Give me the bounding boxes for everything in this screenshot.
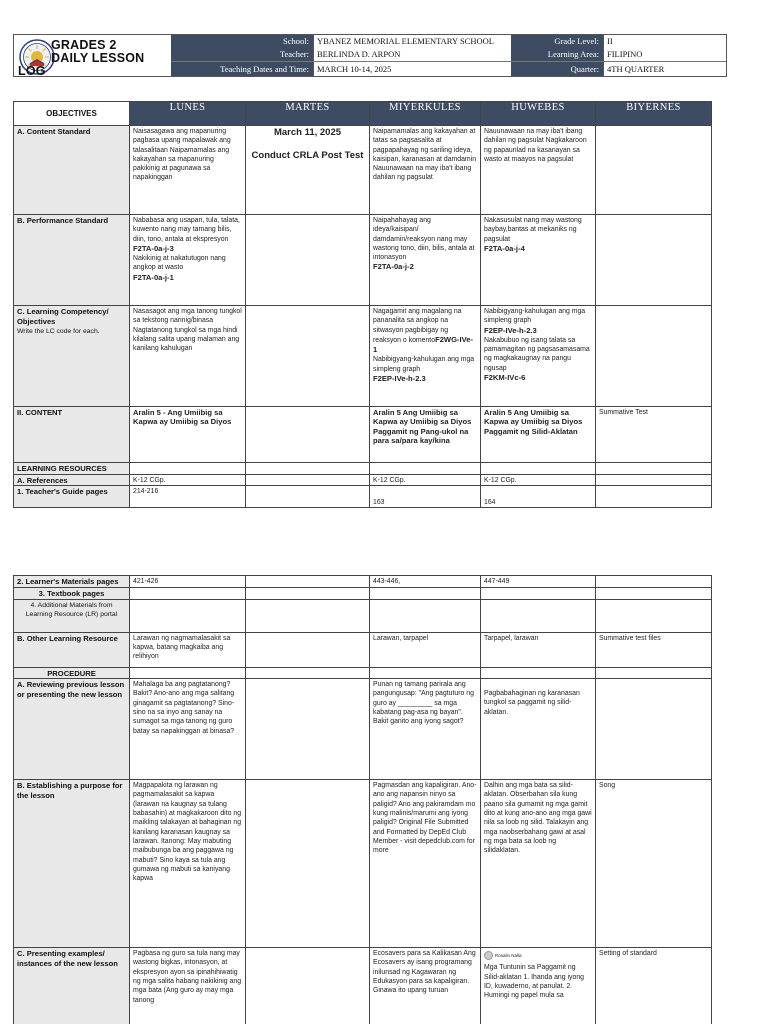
row-label-learning-resources: LEARNING RESOURCES — [14, 463, 130, 475]
cell-other-resources-lunes: Larawan ng nagmamalasakit sa kapwa, batang magkaiba ang relihiyon — [130, 632, 246, 667]
cell-references-lunes: K-12 CGp. — [130, 474, 246, 486]
header-row-teacher — [171, 48, 726, 62]
cell-learners-materials-biyernes — [596, 576, 712, 588]
cell-learners-materials-miyerkules: 443-446, — [370, 576, 481, 588]
rules-text: Mga Tuntunin sa Paggamit ng Silid-aklatan 1. Ihanda ang iyong ID, kuwaderno, at panulat. 2. Humingi ng papel mula sa — [484, 964, 584, 1000]
empty-cell — [596, 667, 712, 679]
empty-cell — [370, 588, 481, 600]
cell-other-resources-biyernes: Summative test files — [596, 632, 712, 667]
school-value: YBANEZ MEMORIAL ELEMENTARY SCHOOL — [313, 35, 511, 48]
table-row — [14, 126, 712, 215]
cell-learners-materials-huwebes: 447-449 — [481, 576, 596, 588]
cell-learning-competency-lunes: Nasasagot ang mga tanong tungkol sa tekstong narinig/binasa Nagtatanong tungkol sa mga hindi kilalang salita upang malaman ang kanilang kahulugan — [130, 306, 246, 407]
table-row — [14, 599, 712, 632]
cell-purpose-martes — [246, 780, 370, 948]
day-header-huwebes: HUWEBES — [481, 102, 596, 126]
crla-date: March 11, 2025 — [273, 127, 342, 138]
table-row — [14, 948, 712, 1024]
performance-text-2: Nakikinig at nakatutugon nang angkop at wasto — [133, 255, 226, 272]
grade-level-value: II — [603, 35, 726, 48]
row-label-content-standard: A. Content Standard — [14, 126, 130, 215]
cell-teachers-guide-miyerkules: 163 — [370, 486, 481, 508]
performance-text: Nakasusulat nang may wastong baybay,bantas at mekaniks ng pagsulat — [484, 217, 582, 243]
cell-examples-biyernes: Setting of standard — [596, 948, 712, 1024]
row-label-references: A. References — [14, 474, 130, 486]
cell-examples-huwebes — [481, 948, 596, 1024]
day-header-row — [14, 102, 712, 126]
empty-cell — [130, 599, 246, 632]
learning-area-value: FILIPINO — [603, 48, 726, 61]
title-line-daily-lesson: DAILY LESSON — [51, 51, 145, 65]
row-label-presenting-examples: C. Presenting examples/ instances of the new lesson — [14, 948, 130, 1024]
header-logo-cell — [14, 35, 171, 76]
cell-content-huwebes: Aralin 5 Ang Umiibig sa Kapwa ay Umiibig sa Diyos Paggamit ng Silid-Aklatan — [481, 407, 596, 463]
header-row-dates — [171, 62, 726, 76]
teacher-label: Teacher: — [171, 48, 313, 61]
cell-references-martes — [246, 474, 370, 486]
row-label-learning-competency — [14, 306, 130, 407]
row-label-performance-standard: B. Performance Standard — [14, 215, 130, 306]
crla-post-test: Conduct CRLA Post Test — [251, 150, 364, 161]
lc-text: Nabibigyang-kahulugan ang mga simpleng graph — [373, 356, 475, 373]
objectives-header: OBJECTIVES — [14, 102, 130, 126]
table-row — [14, 215, 712, 306]
cell-reviewing-lunes: Mahalaga ba ang pagtatanong? Bakit? Ano-ano ang mga salitang ginagamit sa pagtatanong? Sino-sino na sa inyo ang sanay na sumagot sa mga tanong ng guro batay sa napakinggan at binasa? — [130, 679, 246, 780]
lc-code: F2TA-0a-j-1 — [133, 272, 174, 282]
cell-purpose-miyerkules: Pagmasdan ang kapaligiran. Ano-ano ang napansin ninyo sa paligid? Ano ang pakiramdam mo kung malinis/marumi ang iyong paligid? Original File Submitted and Formatted by DepEd Club Member - visit depedclub.com for more — [370, 780, 481, 948]
table-row — [14, 588, 712, 600]
quarter-label: Quarter: — [511, 62, 603, 76]
cell-content-biyernes: Summative Test — [596, 407, 712, 463]
lc-code: F2WG-IVe-1 — [373, 334, 474, 355]
cell-references-huwebes: K-12 CGp. — [481, 474, 596, 486]
empty-cell — [596, 588, 712, 600]
day-header-miyerkules: MIYERKULES — [370, 102, 481, 126]
row-label-additional-materials: 4. Additional Materials from Learning Resource (LR) portal — [14, 599, 130, 632]
cell-performance-standard-biyernes — [596, 215, 712, 306]
empty-cell — [130, 463, 246, 475]
lc-text: Nagagamit ang magalang na pananalita sa angkop na sitwasyon pagbibigay ng reaksyon o komento — [373, 308, 462, 344]
cell-content-miyerkules: Aralin 5 Ang Umiibig sa Kapwa ay Umiibig sa Diyos Paggamit ng Pang-ukol na para sa/para kay/kina — [370, 407, 481, 463]
quarter-value: 4TH QUARTER — [603, 62, 726, 76]
lesson-table-page2 — [13, 575, 712, 1024]
learning-competency-title: C. Learning Competency/ Objectives — [17, 307, 109, 326]
comment-author — [484, 951, 592, 960]
table-row — [14, 679, 712, 780]
empty-cell — [370, 667, 481, 679]
title-line-log: LOG — [18, 64, 46, 78]
cell-teachers-guide-lunes: 214-216 — [130, 486, 246, 508]
empty-cell — [246, 463, 370, 475]
row-label-teachers-guide: 1. Teacher's Guide pages — [14, 486, 130, 508]
cell-learning-competency-huwebes — [481, 306, 596, 407]
avatar — [484, 951, 493, 960]
cell-references-biyernes — [596, 474, 712, 486]
cell-content-martes — [246, 407, 370, 463]
row-label-textbook-pages: 3. Textbook pages — [14, 588, 130, 600]
empty-cell — [246, 588, 370, 600]
cell-examples-lunes: Pagbasa ng guro sa tula nang may wastong bigkas, intonasyon, at ekspresyon ayon sa ipinahihiwatig ng mga salita habang nakikinig ang mga bata (Ang guro ay may mga tanong — [130, 948, 246, 1024]
row-label-procedure: PROCEDURE — [14, 667, 130, 679]
lc-code: F2EP-IVe-h-2.3 — [484, 325, 537, 335]
cell-content-standard-biyernes — [596, 126, 712, 215]
cell-learners-materials-lunes: 421-426 — [130, 576, 246, 588]
teaching-dates-label: Teaching Dates and Time: — [171, 62, 313, 76]
dll-header — [13, 34, 727, 77]
cell-reviewing-huwebes: Pagbabahaginan ng karanasan tungkol sa paggamit ng silid-aklatan. — [481, 679, 596, 780]
empty-cell — [370, 599, 481, 632]
empty-cell — [481, 667, 596, 679]
comment-author-name: Rosalin Nalla — [495, 953, 522, 959]
empty-cell — [481, 588, 596, 600]
cell-learning-competency-martes — [246, 306, 370, 407]
table-row — [14, 576, 712, 588]
learning-area-label: Learning Area: — [511, 48, 603, 61]
cell-teachers-guide-biyernes — [596, 486, 712, 508]
table-row — [14, 474, 712, 486]
row-label-learners-materials: 2. Learner's Materials pages — [14, 576, 130, 588]
lc-code: F2EP-IVe-h-2.3 — [373, 374, 426, 384]
cell-purpose-lunes: Magpapakita ng larawan ng pagmamalasakit sa kapwa (larawan na kaugnay sa tulang babasahin) at magkakaroon dito ng maikling talakayan at bahaginan ng kanilang karanasan kaugnay sa larawan. Itanong: May mabuting maibubunga ba ang paggawa ng mabuti? Sino kaya sa tula ang gumawa ng mabuti sa kaniyang kapwa — [130, 780, 246, 948]
day-header-lunes: LUNES — [130, 102, 246, 126]
cell-content-standard-huwebes: Nauunawaan na may iba't ibang dahilan ng pagsulat Nagkakaroon ng papaunlad na kasanayan sa wasto at maayos na pagsulat — [481, 126, 596, 215]
cell-purpose-huwebes: Dalhin ang mga bata sa silid-aklatan. Obserbahan sila kung paano sila gumamit ng mga gamit dito at kung ano-ano ang mga gawi nila sa loob ng silid. Talakayin ang mga naobserbahang gawi at asal ng mga bata sa loob ng silidaklatan. — [481, 780, 596, 948]
empty-cell — [596, 463, 712, 475]
cell-reviewing-biyernes — [596, 679, 712, 780]
title-line-grades: GRADES 2 — [51, 38, 117, 52]
cell-reviewing-miyerkules: Punan ng tamang parirala ang pangungusap: "Ang pagtuturo ng guro ay _________ sa mga kabatang pag-asa ng bayan". Bakit ganito ang iyong sagot? — [370, 679, 481, 780]
teaching-dates-value: MARCH 10-14, 2025 — [313, 62, 511, 76]
lc-text: Nakabubuo ng isang talata sa pamamagitan ng pagsasamasama ng magkakaugnay na pangu ngusap — [484, 336, 590, 372]
cell-reviewing-martes — [246, 679, 370, 780]
row-label-reviewing-lesson: A. Reviewing previous lesson or presenting the new lesson — [14, 679, 130, 780]
cell-content-standard-miyerkules: Naipamamalas ang kakayahan at tatas sa pagsasalita at pagpapahayag ng sariling ideya, kaisipan, karanasan at damdamin Nauunawaan na may iba't ibang dahilan ng pagsulat — [370, 126, 481, 215]
cell-teachers-guide-martes — [246, 486, 370, 508]
day-header-biyernes: BIYERNES — [596, 102, 712, 126]
table-row — [14, 780, 712, 948]
cell-learning-competency-miyerkules — [370, 306, 481, 407]
empty-cell — [130, 588, 246, 600]
cell-learners-materials-martes — [246, 576, 370, 588]
cell-performance-standard-martes — [246, 215, 370, 306]
performance-text: Naipahahayag ang ideya/kaisipan/ damdamin/reaksyon nang may wastong tono, diin, bilis, antala at intonasyon — [373, 217, 475, 262]
cell-examples-miyerkules: Ecosavers para sa Kalikasan Ang Ecosavers ay isang programang inilunsad ng Kagawaran ng Edukasyon para sa kapaligiran. Ginawa ito upang turuan — [370, 948, 481, 1024]
row-label-other-resources: B. Other Learning Resource — [14, 632, 130, 667]
empty-cell — [481, 463, 596, 475]
empty-cell — [246, 667, 370, 679]
cell-references-miyerkules: K-12 CGp. — [370, 474, 481, 486]
grade-level-label: Grade Level: — [511, 35, 603, 48]
empty-cell — [370, 463, 481, 475]
learning-competency-note: Write the LC code for each. — [17, 328, 100, 336]
cell-other-resources-huwebes: Tarpapel, larawan — [481, 632, 596, 667]
cell-content-lunes: Aralin 5 - Ang Umiibig sa Kapwa ay Umiibig sa Diyos — [130, 407, 246, 463]
empty-cell — [481, 599, 596, 632]
table-row — [14, 463, 712, 475]
performance-text-1: Nababasa ang usapan, tula, talata, kuwento nang may tamang bilis, diin, tono, antala at ekspresyon — [133, 217, 240, 243]
school-label: School: — [171, 35, 313, 48]
cell-performance-standard-huwebes — [481, 215, 596, 306]
cell-performance-standard-lunes — [130, 215, 246, 306]
cell-content-standard-lunes: Naisasagawa ang mapanuring pagbasa upang mapalawak ang talasalitaan Naipamamalas ang kakayahan sa mapanuring pakikinig at pagunawa sa napakinggan — [130, 126, 246, 215]
cell-performance-standard-miyerkules — [370, 215, 481, 306]
teacher-value: BERLINDA D. ARPON — [313, 48, 511, 61]
table-row — [14, 486, 712, 508]
cell-other-resources-martes — [246, 632, 370, 667]
cell-content-standard-martes — [246, 126, 370, 215]
table-row — [14, 306, 712, 407]
lc-code: F2TA-0a-j-2 — [373, 262, 414, 272]
cell-purpose-biyernes: Song — [596, 780, 712, 948]
table-row — [14, 407, 712, 463]
lc-code: F2TA-0a-j-3 — [133, 243, 174, 253]
lesson-table-page1 — [13, 101, 712, 508]
empty-cell — [596, 599, 712, 632]
table-row — [14, 632, 712, 667]
lc-code: F2KM-IVc-6 — [484, 373, 526, 383]
row-label-content: II. CONTENT — [14, 407, 130, 463]
cell-learning-competency-biyernes — [596, 306, 712, 407]
row-label-establishing-purpose: B. Establishing a purpose for the lesson — [14, 780, 130, 948]
cell-other-resources-miyerkules: Larawan, tarpapel — [370, 632, 481, 667]
empty-cell — [246, 599, 370, 632]
header-row-school — [171, 35, 726, 49]
cell-teachers-guide-huwebes: 164 — [481, 486, 596, 508]
table-row — [14, 667, 712, 679]
lc-code: F2TA-0a-j-4 — [484, 243, 525, 253]
day-header-martes: MARTES — [246, 102, 370, 126]
empty-cell — [130, 667, 246, 679]
cell-examples-martes — [246, 948, 370, 1024]
lc-text: Nabibigyang-kahulugan ang mga simpleng graph — [484, 308, 586, 325]
